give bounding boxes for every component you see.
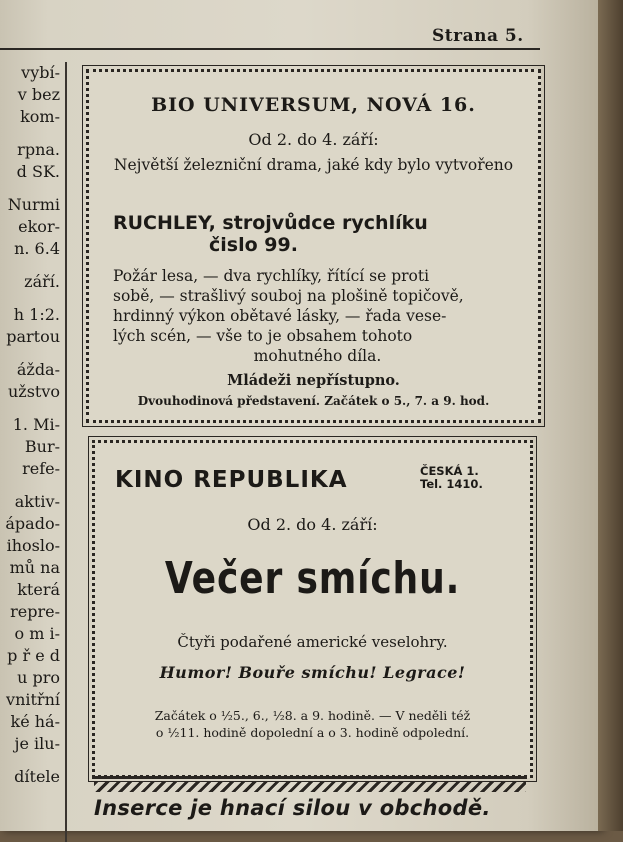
column-text-line: 1. Mi- [12,415,60,434]
column-text-line: kom- [20,107,60,126]
advert-banner: Inserce je hnací silou v obchodě. [94,796,491,820]
ad-description: Největší železniční drama, jaké kdy bylo vytvořeno [113,156,514,174]
column-text-line: repre- [10,602,60,621]
column-text-line: ihoslo- [6,536,60,555]
left-column-text [0,62,64,832]
column-text-line: rpna. [17,140,60,159]
column-text-line: h 1:2. [13,305,60,324]
film-title-line2: čislo 99. [209,234,298,256]
book-edge [598,0,623,831]
plot-line: lých scén, — vše to je obsahem tohoto [113,327,413,345]
age-warning: Mládeži nepřístupno. [227,372,400,389]
line-gap [0,183,64,194]
column-text-line: v bez [17,85,60,104]
plot-line: hrdinný výkon obětavé lásky, — řada vese- [113,307,447,325]
show-times-line: Začátek o ½5., 6., ½8. a 9. hodině. — V neděli též [154,708,471,723]
column-text-line: která [17,580,60,599]
column-text-line: n. 6.4 [14,239,60,258]
column-text-line: vnitřní [6,690,60,709]
decorative-border [94,782,526,792]
show-times: Dvouhodinová představení. Začátek o 5., 7. a 9. hod. [137,394,490,408]
page-number: Strana 5. [432,26,524,46]
column-text-line: refe- [22,459,60,478]
column-text-line: áždа- [16,360,60,379]
column-text-line: mů na [9,558,60,577]
divider-rule [92,776,527,779]
feature-subtitle: Čtyři podařené americké veselohry. [177,633,448,651]
ad-title: BIO UNIVERSUM, NOVÁ 16. [151,94,476,116]
film-title [113,212,518,256]
line-gap [0,755,64,766]
ad-dates: Od 2. do 4. září: [247,515,378,534]
ad-bio-universum [86,69,541,423]
column-text-line: ápado- [5,514,60,533]
feature-title: Večer smíchu. [164,553,461,604]
line-gap [0,480,64,491]
line-gap [0,348,64,359]
ad-address [420,465,483,491]
ad-title: KINO REPUBLIKA [115,467,348,493]
column-text-line: je ilu- [14,734,60,753]
line-gap [0,403,64,414]
film-title-line1: RUCHLEY, strojvůdce rychlíku [113,212,428,234]
line-gap [0,293,64,304]
column-text-line: užstvo [7,382,60,401]
plot-line: mohutného díla. [253,347,382,365]
plot-line: sobě, — strašlivý souboj na plošině topičově, [113,287,464,305]
phone-line: Tel. 1410. [420,477,483,491]
column-text-line: Bur- [24,437,60,456]
column-text-line: září. [24,272,60,291]
plot-line: Požár lesa, — dva rychlíky, řítící se proti [113,267,430,285]
header-rule [0,48,540,50]
show-times [115,707,510,741]
column-text-line: partou [6,327,60,346]
ad-slogan: Humor! Bouře smíchu! Legrace! [159,663,466,682]
show-times-line: o ½11. hodině dopolední a o 3. hodině odpolední. [155,725,470,740]
column-text-line: ekor- [18,217,60,236]
line-gap [0,260,64,271]
column-text-line: u pro [17,668,60,687]
column-text-line: d SK. [16,162,60,181]
ad-kino-republika [92,440,533,778]
column-text-line: ké há- [10,712,60,731]
column-text-line: Nurmi [7,195,60,214]
column-text-line: vybí- [21,63,60,82]
plot-description [113,266,522,366]
ad-dates: Od 2. do 4. září: [248,130,379,149]
column-text-line: o m i- [14,624,60,643]
address-line: ČESKÁ 1. [420,464,479,478]
column-text-line: aktiv- [14,492,60,511]
column-text-line: dítele [14,767,60,786]
line-gap [0,128,64,139]
column-divider [65,62,67,842]
column-text-line: p ř e d [7,646,60,665]
